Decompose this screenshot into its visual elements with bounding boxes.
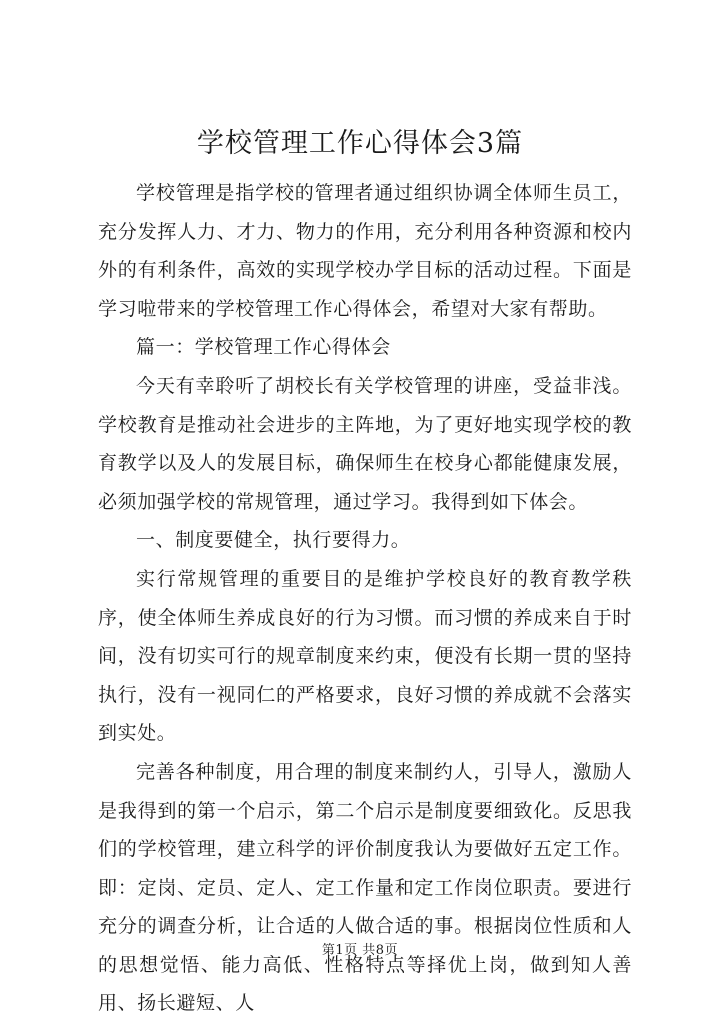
document-body (98, 174, 632, 1023)
document-title: 学校管理工作心得体会3篇 (196, 128, 524, 159)
paragraph-intro: 学校管理是指学校的管理者通过组织协调全体师生员工，充分发挥人力、才力、物力的作用，充分利用各种资源和校内外的有利条件，高效的实现学校办学目标的活动过程。下面是学习啦带来的学校管理工作心得体会，希望对大家有帮助。 (98, 182, 632, 320)
page-footer: 第1页 共8页 (321, 943, 399, 958)
subheading-system: 一、制度要健全，执行要得力。 (136, 529, 411, 552)
paragraph-routine-management: 实行常规管理的重要目的是维护学校良好的教育教学秩序，使全体师生养成良好的行为习惯。而习惯的养成来自于时间，没有切实可行的规章制度来约束，便没有长期一贯的坚持执行，没有一视同仁的严格要求，良好习惯的养成就不会落实到实处。 (98, 567, 632, 745)
paragraph-improve-systems: 完善各种制度，用合理的制度来制约人，引导人，激励人是我得到的第一个启示，第二个启示是制度要细致化。反思我们的学校管理，建立科学的评价制度我认为要做好五定工作。即：定岗、定员、定人、定工作量和定工作岗位职责。要进行充分的调查分析，让合适的人做合适的事。根据岗位性质和人的思想觉悟、能力高低、性格特点等择优上岗，做到知人善用、扬长避短、人 (98, 760, 632, 1015)
section-heading-part-one: 篇一：学校管理工作心得体会 (136, 336, 391, 359)
paragraph-lecture: 今天有幸聆听了胡校长有关学校管理的讲座，受益非浅。学校教育是推动社会进步的主阵地，为了更好地实现学校的教育教学以及人的发展目标，确保师生在校身心都能健康发展，必须加强学校的常规管理，通过学习。我得到如下体会。 (98, 374, 632, 513)
